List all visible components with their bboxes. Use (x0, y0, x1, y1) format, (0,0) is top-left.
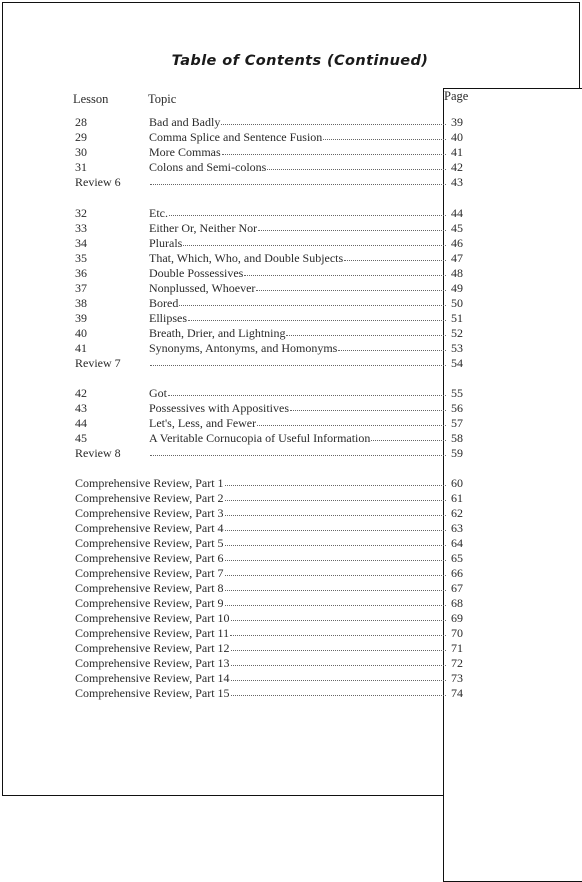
page-number: 47 (451, 251, 463, 265)
toc-row (75, 446, 463, 461)
toc-entry (149, 341, 463, 356)
dot-leader (169, 205, 446, 216)
topic-title: Possessives with Appositives (149, 401, 290, 415)
toc-entry (75, 581, 463, 596)
topic-title: Got (149, 386, 167, 400)
topic-title: Comprehensive Review, Part 13 (75, 656, 230, 670)
toc-entry (149, 416, 463, 431)
topic-title: That, Which, Who, and Double Subjects (149, 251, 344, 265)
header-topic: Topic (148, 92, 177, 106)
dot-leader (150, 445, 446, 456)
page-number: 67 (451, 581, 463, 595)
topic-title: Comprehensive Review, Part 15 (75, 686, 230, 700)
document-page (2, 2, 580, 796)
toc-entry (75, 641, 463, 656)
page-number: 59 (451, 446, 463, 460)
page-number: 48 (451, 266, 463, 280)
toc-entry (149, 281, 463, 296)
lesson-number: 45 (75, 431, 87, 445)
toc-row (75, 536, 463, 551)
page-number: 68 (451, 596, 463, 610)
toc-entry (149, 311, 463, 326)
toc-entry (149, 356, 463, 371)
toc-entry (75, 476, 463, 491)
topic-title: Comma Splice and Sentence Fusion (149, 130, 323, 144)
toc-row (75, 386, 463, 401)
page-title: Table of Contents (Continued) (171, 53, 429, 69)
toc-row (75, 326, 463, 341)
lesson-number: 31 (75, 160, 87, 174)
dot-leader (168, 385, 446, 396)
dot-leader (221, 114, 446, 125)
lesson-number: 38 (75, 296, 87, 310)
toc-row (75, 341, 463, 356)
dot-leader (150, 355, 446, 366)
topic-title: Comprehensive Review, Part 10 (75, 611, 230, 625)
lesson-number: Review 8 (75, 446, 121, 460)
topic-title: Comprehensive Review, Part 5 (75, 536, 224, 550)
topic-title: Plurals (149, 236, 183, 250)
toc-entry (149, 160, 463, 175)
page-number: 49 (451, 281, 463, 295)
toc-row (75, 611, 463, 626)
toc-entry (149, 251, 463, 266)
lesson-number: 32 (75, 206, 87, 220)
toc-row (75, 596, 463, 611)
dot-leader (344, 250, 446, 261)
lesson-number: 34 (75, 236, 87, 250)
toc-row (75, 160, 463, 175)
page-number: 60 (451, 476, 463, 490)
topic-title: Nonplussed, Whoever (149, 281, 256, 295)
page-number: 43 (451, 175, 463, 189)
dot-leader (225, 565, 446, 576)
toc-entry (75, 596, 463, 611)
dot-leader (225, 595, 446, 606)
toc-entry (75, 506, 463, 521)
topic-title: Synonyms, Antonyms, and Homonyms (149, 341, 338, 355)
page-number: 52 (451, 326, 463, 340)
toc-entry (149, 386, 463, 401)
toc-row (75, 115, 463, 130)
toc-row (75, 206, 463, 221)
dot-leader (290, 400, 446, 411)
dot-leader (225, 505, 446, 516)
page-number: 61 (451, 491, 463, 505)
page-number: 58 (451, 431, 463, 445)
toc-entry (149, 130, 463, 145)
topic-title: Comprehensive Review, Part 7 (75, 566, 224, 580)
toc-row (75, 281, 463, 296)
toc-entry (75, 611, 463, 626)
toc-entry (75, 566, 463, 581)
toc-row (75, 266, 463, 281)
topic-title: Colons and Semi-colons (149, 160, 267, 174)
dot-leader (256, 280, 446, 291)
toc-row (75, 641, 463, 656)
dot-leader (258, 220, 446, 231)
topic-title: Let's, Less, and Fewer (149, 416, 257, 430)
topic-title: Bored (149, 296, 179, 310)
dot-leader (338, 340, 446, 351)
topic-title: Bad and Badly (149, 115, 221, 129)
toc-entry (149, 236, 463, 251)
topic-title: Etc. (149, 206, 168, 220)
toc-row (75, 671, 463, 686)
toc-row (75, 686, 463, 701)
page-number: 62 (451, 506, 463, 520)
lesson-number: 28 (75, 115, 87, 129)
toc-entry (75, 686, 463, 701)
page-number: 74 (451, 686, 463, 700)
dot-leader (179, 295, 446, 306)
toc-entry (75, 626, 463, 641)
toc-entry (75, 671, 463, 686)
dot-leader (225, 580, 446, 591)
toc-entry (149, 175, 463, 190)
toc-entry (149, 145, 463, 160)
dot-leader (225, 535, 446, 546)
lesson-number: 37 (75, 281, 87, 295)
toc-row (75, 356, 463, 371)
toc-row (75, 145, 463, 160)
lesson-number: 43 (75, 401, 87, 415)
toc-row (75, 566, 463, 581)
page-number: 46 (451, 236, 463, 250)
page-number: 54 (451, 356, 463, 370)
toc-entry (75, 656, 463, 671)
toc-row (75, 431, 463, 446)
toc-row (75, 401, 463, 416)
page-number: 50 (451, 296, 463, 310)
topic-title: Comprehensive Review, Part 9 (75, 596, 224, 610)
dot-leader (225, 520, 446, 531)
toc-row (75, 476, 463, 491)
dot-leader (244, 265, 446, 276)
page-number: 51 (451, 311, 463, 325)
page-number: 73 (451, 671, 463, 685)
topic-title: Ellipses (149, 311, 187, 325)
lesson-number: Review 7 (75, 356, 121, 370)
page-number: 39 (451, 115, 463, 129)
dot-leader (231, 685, 446, 696)
toc-row (75, 656, 463, 671)
dot-leader (188, 310, 446, 321)
topic-title: Breath, Drier, and Lightning (149, 326, 286, 340)
dot-leader (225, 490, 446, 501)
dot-leader (231, 640, 446, 651)
topic-title: Comprehensive Review, Part 14 (75, 671, 230, 685)
dot-leader (183, 235, 446, 246)
topic-title: Comprehensive Review, Part 6 (75, 551, 224, 565)
topic-title: Comprehensive Review, Part 8 (75, 581, 224, 595)
toc-entry (149, 115, 463, 130)
page-number: 57 (451, 416, 463, 430)
page-number: 66 (451, 566, 463, 580)
page-number: 72 (451, 656, 463, 670)
toc-entry (149, 206, 463, 221)
dot-leader (231, 610, 446, 621)
page-number: 69 (451, 611, 463, 625)
lesson-number: 39 (75, 311, 87, 325)
page-number: 63 (451, 521, 463, 535)
topic-title: Comprehensive Review, Part 4 (75, 521, 224, 535)
toc-entry (75, 521, 463, 536)
dot-leader (150, 174, 446, 185)
toc-entry (149, 266, 463, 281)
header-lesson: Lesson (73, 92, 109, 106)
toc-entry (149, 431, 463, 446)
page-number: 55 (451, 386, 463, 400)
toc-row (75, 416, 463, 431)
lesson-number: 30 (75, 145, 87, 159)
topic-title: A Veritable Cornucopia of Useful Information (149, 431, 371, 445)
toc-row (75, 626, 463, 641)
toc-entry (149, 446, 463, 461)
lesson-number: 33 (75, 221, 87, 235)
toc-entry (75, 551, 463, 566)
lesson-number: Review 6 (75, 175, 121, 189)
dot-leader (222, 144, 446, 155)
lesson-number: 35 (75, 251, 87, 265)
topic-title: Comprehensive Review, Part 1 (75, 476, 224, 490)
page-number: 41 (451, 145, 463, 159)
dot-leader (257, 415, 446, 426)
page-number: 42 (451, 160, 463, 174)
toc-row (75, 175, 463, 190)
toc-row (75, 506, 463, 521)
toc-entry (149, 296, 463, 311)
dot-leader (231, 670, 446, 681)
lesson-number: 36 (75, 266, 87, 280)
toc-row (75, 521, 463, 536)
page-number: 65 (451, 551, 463, 565)
topic-title: More Commas (149, 145, 221, 159)
toc-row (75, 236, 463, 251)
topic-title: Double Possessives (149, 266, 244, 280)
topic-title: Either Or, Neither Nor (149, 221, 258, 235)
toc-row (75, 491, 463, 506)
dot-leader (286, 325, 446, 336)
topic-title: Comprehensive Review, Part 2 (75, 491, 224, 505)
topic-title: Comprehensive Review, Part 3 (75, 506, 224, 520)
toc-row (75, 251, 463, 266)
dot-leader (323, 129, 446, 140)
page-number: 70 (451, 626, 463, 640)
toc-entry (75, 491, 463, 506)
page-number: 53 (451, 341, 463, 355)
page-number: 40 (451, 130, 463, 144)
page-number: 56 (451, 401, 463, 415)
toc-row (75, 551, 463, 566)
page-number: 64 (451, 536, 463, 550)
page-number: 71 (451, 641, 463, 655)
lesson-number: 41 (75, 341, 87, 355)
lesson-number: 40 (75, 326, 87, 340)
toc-row (75, 296, 463, 311)
lesson-number: 42 (75, 386, 87, 400)
toc-entry (149, 221, 463, 236)
dot-leader (230, 625, 446, 636)
lesson-number: 44 (75, 416, 87, 430)
dot-leader (225, 550, 446, 561)
lesson-number: 29 (75, 130, 87, 144)
dot-leader (267, 159, 446, 170)
page-number: 45 (451, 221, 463, 235)
toc-entry (149, 326, 463, 341)
header-page: Page (443, 88, 582, 882)
toc-row (75, 311, 463, 326)
toc-entry (149, 401, 463, 416)
dot-leader (225, 475, 446, 486)
toc-row (75, 221, 463, 236)
toc-row (75, 130, 463, 145)
topic-title: Comprehensive Review, Part 12 (75, 641, 230, 655)
dot-leader (371, 430, 446, 441)
page-number: 44 (451, 206, 463, 220)
toc-row (75, 581, 463, 596)
dot-leader (231, 655, 446, 666)
topic-title: Comprehensive Review, Part 11 (75, 626, 230, 640)
toc-entry (75, 536, 463, 551)
